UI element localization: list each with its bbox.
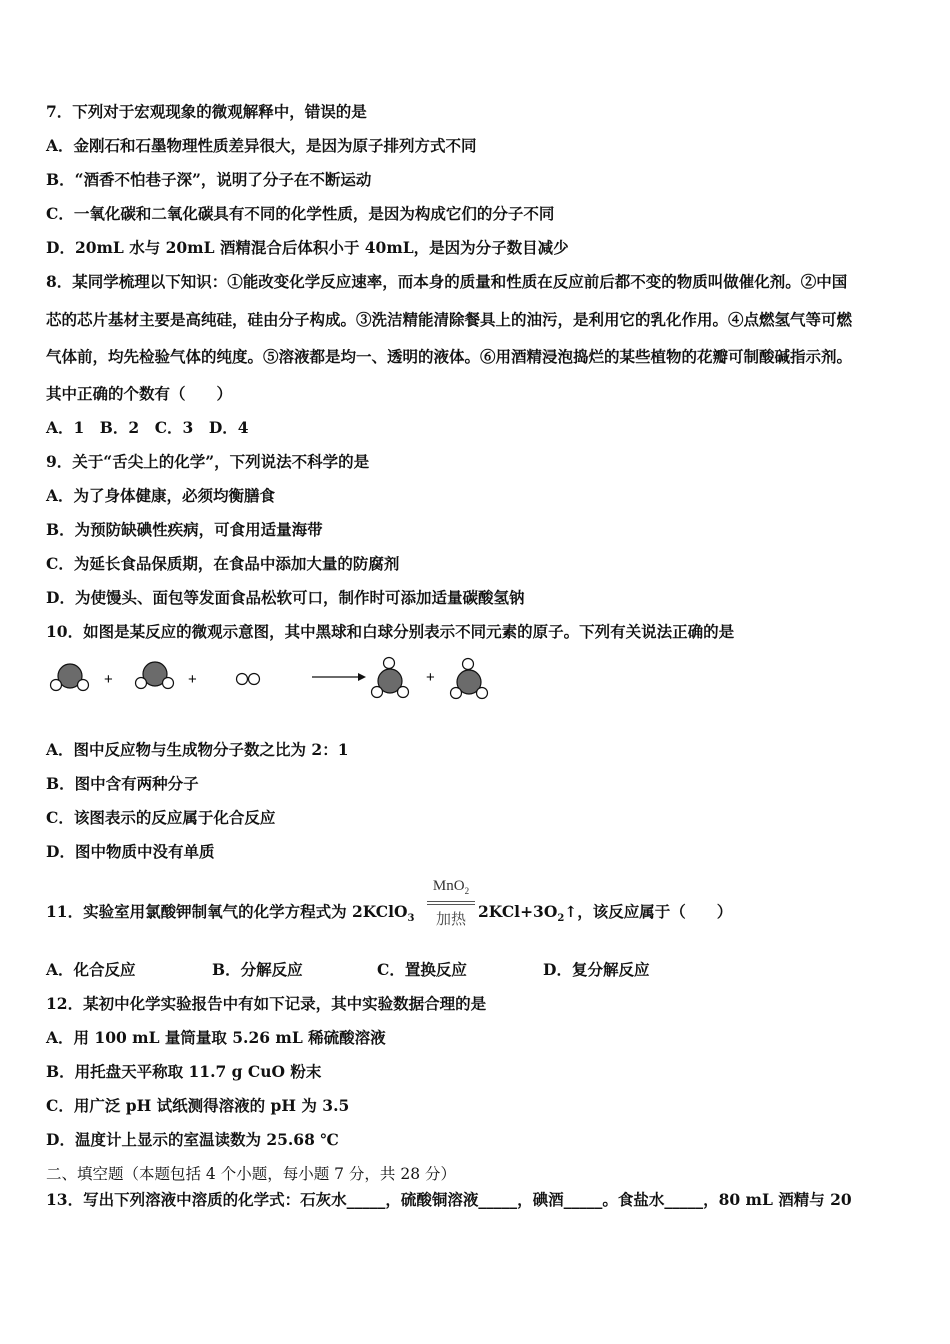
q7-option-c: C．一氧化碳和二氧化碳具有不同的化学性质，是因为构成它们的分子不同 [46, 204, 555, 223]
q11-option-c: C．置换反应 [377, 960, 467, 979]
reaction-arrow [312, 673, 366, 681]
q7-option-b: B．“酒香不怕巷子深”，说明了分子在不断运动 [46, 170, 372, 189]
q7-stem: 7．下列对于宏观现象的微观解释中，错误的是 [46, 102, 367, 121]
q11-catalyst: MnO$_2$ [432, 878, 470, 896]
q7-option-a: A．金刚石和石墨物理性质差异很大，是因为原子排列方式不同 [46, 136, 477, 155]
plus-sign-2: + [188, 671, 197, 688]
q10-option-b: B．图中含有两种分子 [46, 774, 199, 793]
product-molecule-2 [451, 659, 488, 699]
q12-option-d: D．温度计上显示的室温读数为 25.68 ℃ [46, 1130, 339, 1149]
reactant-molecule-1 [51, 664, 89, 691]
q10-option-d: D．图中物质中没有单质 [46, 842, 215, 861]
q10-option-a: A．图中反应物与生成物分子数之比为 2：1 [46, 740, 349, 759]
q9-stem: 9．关于“舌尖上的化学”，下列说法不科学的是 [46, 452, 370, 471]
q10-stem: 10．如图是某反应的微观示意图，其中黑球和白球分别表示不同元素的原子。下列有关说法正确的是 [46, 622, 735, 641]
q11-stem-left: 11．实验室用氯酸钾制氧气的化学方程式为 2KClO$_3$ [46, 902, 415, 925]
q9-option-a: A．为了身体健康，必须均衡膳食 [46, 486, 276, 505]
q11-stem-right: $2KCl+3O_2↑$，该反应属于（ ） [478, 902, 733, 925]
q8-line-1: 8．某同学梳理以下知识：①能改变化学反应速率，而本身的质量和性质在反应前后都不变的物质叫做催化剂。②中国 [46, 272, 848, 291]
q10-option-c: C．该图表示的反应属于化合反应 [46, 808, 276, 827]
q11-reaction-condition [426, 874, 476, 934]
q12-option-a: A．用 100 mL 量筒量取 5.26 mL 稀硫酸溶液 [46, 1028, 386, 1047]
q8-line-4: 其中正确的个数有（ ） [46, 384, 233, 403]
q11-condition: 加热 [435, 910, 466, 928]
q9-option-c: C．为延长食品保质期，在食品中添加大量的防腐剂 [46, 554, 400, 573]
q13-stem: 13．写出下列溶液中溶质的化学式：石灰水_____，硫酸铜溶液_____，碘酒_____。食盐水_____，80 mL 酒精与 20 [46, 1190, 852, 1209]
section-2-heading: 二、填空题（本题包括 4 个小题，每小题 7 分，共 28 分） [46, 1165, 457, 1183]
q12-option-c: C．用广泛 pH 试纸测得溶液的 pH 为 3.5 [46, 1096, 350, 1115]
product-molecule-1 [372, 658, 409, 698]
q8-line-3: 气体前，均先检验气体的纯度。⑤溶液都是均一、透明的液体。⑥用酒精浸泡捣烂的某些植物的花瓣可制酸碱指示剂。 [46, 347, 853, 366]
q12-stem: 12．某初中化学实验报告中有如下记录，其中实验数据合理的是 [46, 994, 487, 1013]
reactant-molecule-2 [136, 662, 174, 689]
q8-line-2: 芯的芯片基材主要是高纯硅，硅由分子构成。③洗洁精能清除餐具上的油污，是利用它的乳化作用。④点燃氢气等可燃 [46, 310, 853, 329]
q12-option-b: B．用托盘天平称取 11.7 g CuO 粉末 [46, 1062, 322, 1081]
q9-option-b: B．为预防缺碘性疾病，可食用适量海带 [46, 520, 323, 539]
plus-sign-3: + [426, 669, 435, 686]
q11-option-a: A．化合反应 [46, 960, 136, 979]
q11-option-d: D．复分解反应 [543, 960, 650, 979]
q7-option-d: D．20mL 水与 20mL 酒精混合后体积小于 40mL，是因为分子数目减少 [46, 238, 569, 257]
reaction-diagram [40, 652, 510, 712]
plus-sign-1: + [104, 671, 113, 688]
q9-option-d: D．为使馒头、面包等发面食品松软可口，制作时可添加适量碳酸氢钠 [46, 588, 525, 607]
q11-option-b: B．分解反应 [212, 960, 303, 979]
q8-options: A．1 B．2 C．3 D．4 [46, 418, 249, 437]
reactant-molecule-3 [237, 674, 260, 685]
